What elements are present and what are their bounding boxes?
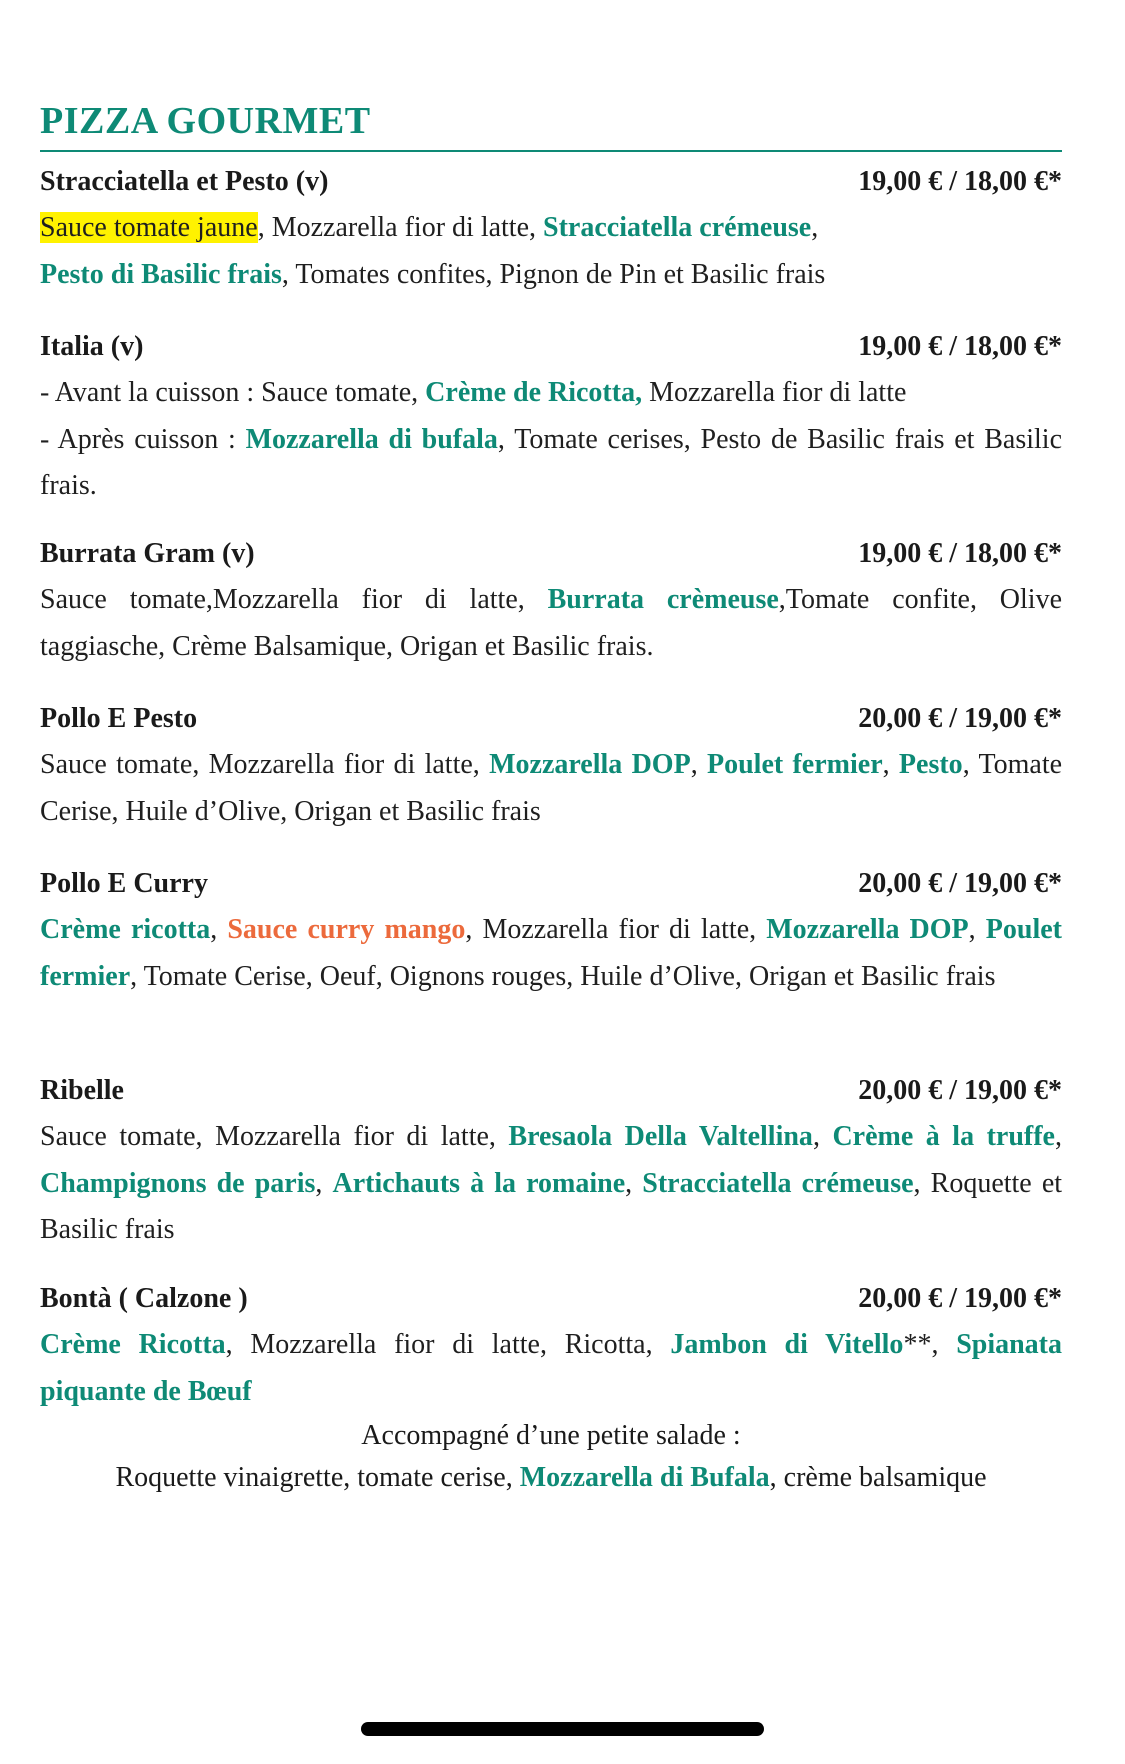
- ingredient-text: Sauce tomate,Mozzarella fior di latte,: [40, 584, 548, 615]
- menu-item-name: Burrata Gram (v): [40, 538, 255, 569]
- ingredient-text: , Tomate cerises, Pesto de Basilic frais et Basilic frais.: [40, 423, 1062, 501]
- menu-item-name: Stracciatella et Pesto (v): [40, 166, 329, 197]
- ingredient-text: , Tomate Cerise, Huile d’Olive, Origan et Basilic frais: [40, 749, 1063, 827]
- ingredient-text: ,: [690, 749, 707, 780]
- menu-item: [40, 860, 1062, 1000]
- highlighted-ingredient: Stracciatella crémeuse: [543, 212, 812, 243]
- highlighted-ingredient: Jambon di Vitello: [670, 1329, 904, 1360]
- ingredient-text: , Mozzarella fior di latte,: [465, 914, 767, 945]
- ingredient-text: ,Tomate confite, Olive taggiasche, Crème Balsamique, Origan et Basilic frais.: [40, 584, 1062, 662]
- ingredient-text: ,: [812, 1121, 833, 1152]
- menu-item-description: [40, 205, 1062, 298]
- ingredient-text: **,: [903, 1329, 957, 1360]
- highlighted-ingredient: Champignons de paris: [40, 1167, 316, 1199]
- ingredient-text: ,: [811, 212, 819, 243]
- menu-item: [40, 158, 1062, 298]
- menu-item-description: [40, 1114, 1062, 1254]
- menu-item-name: Pollo E Curry: [40, 868, 208, 899]
- menu-item-description: [40, 1322, 1062, 1415]
- highlighted-ingredient: Burrata crèmeuse: [547, 584, 779, 615]
- menu-item-name: Pollo E Pesto: [40, 703, 198, 734]
- ingredient-text: ,: [1055, 1121, 1062, 1152]
- menu-item-name: Italia (v): [40, 331, 144, 362]
- highlighted-ingredient: Mozzarella DOP: [489, 749, 691, 780]
- highlighted-ingredient: Pesto: [898, 749, 963, 780]
- menu-item-price: 19,00 € / 18,00 €*: [858, 538, 1062, 569]
- side-salad-note: Accompagné d’une petite salade :: [361, 1420, 741, 1451]
- highlighted-ingredient: Artichauts à la romaine: [332, 1167, 626, 1199]
- menu-item-description: [40, 907, 1062, 1000]
- home-indicator[interactable]: [361, 1722, 764, 1736]
- ingredient-text: Sauce tomate, Mozzarella fior di latte,: [40, 749, 490, 780]
- highlighted-ingredient: Crème à la truffe: [832, 1121, 1055, 1152]
- menu-item-name: Ribelle: [40, 1075, 124, 1106]
- ingredient-text: , crème balsamique: [769, 1462, 987, 1493]
- highlighted-ingredient: Bresaola Della Valtellina: [508, 1121, 813, 1152]
- ingredient-text: Roquette vinaigrette, tomate cerise,: [115, 1462, 520, 1493]
- menu-item-description: [40, 370, 1062, 510]
- menu-item: [40, 323, 1062, 510]
- highlighted-ingredient: Mozzarella DOP: [766, 914, 969, 945]
- menu-item-price: 20,00 € / 19,00 €*: [858, 1075, 1062, 1106]
- menu-item-header: [40, 530, 1062, 577]
- ingredient-text: , Mozzarella fior di latte, Ricotta,: [225, 1329, 671, 1360]
- menu-item: [40, 1275, 1062, 1499]
- ingredient-text: ,: [315, 1167, 333, 1199]
- menu-item-price: 20,00 € / 19,00 €*: [858, 868, 1062, 899]
- menu-item-header: [40, 1067, 1062, 1114]
- side-salad-ingredients: [40, 1457, 1062, 1499]
- menu-item-header: [40, 860, 1062, 907]
- highlighted-ingredient: Mozzarella di bufala: [245, 423, 498, 455]
- ingredient-text: ,: [210, 914, 228, 945]
- menu-item: [40, 530, 1062, 670]
- ingredient-text: , Tomates confites, Pignon de Pin et Basilic frais: [281, 258, 826, 290]
- ingredient-text: , Roquette et Basilic frais: [40, 1167, 1063, 1245]
- highlighted-ingredient: Poulet fermier: [40, 914, 1063, 992]
- ingredient-text: Mozzarella fior di latte: [642, 377, 907, 408]
- highlighted-ingredient: Poulet fermier: [706, 749, 883, 780]
- menu-item: [40, 1067, 1062, 1254]
- ingredient-text: - Avant la cuisson : Sauce tomate,: [40, 377, 426, 408]
- menu-item-price: 19,00 € / 18,00 €*: [858, 166, 1062, 197]
- spicy-ingredient: Sauce curry mango: [227, 914, 466, 945]
- menu-item-price: 20,00 € / 19,00 €*: [858, 1283, 1062, 1314]
- section-title: PIZZA GOURMET: [40, 100, 371, 142]
- highlighted-ingredient: Mozzarella di Bufala: [519, 1462, 770, 1493]
- menu-item-price: 19,00 € / 18,00 €*: [858, 331, 1062, 362]
- title-divider: [40, 150, 1062, 152]
- menu-item-header: [40, 695, 1062, 742]
- menu-item-price: 20,00 € / 19,00 €*: [858, 703, 1062, 734]
- menu-item-header: [40, 323, 1062, 370]
- ingredient-text: ,: [882, 749, 899, 780]
- menu-page: [40, 96, 1062, 152]
- highlighted-ingredient: Stracciatella crémeuse: [642, 1167, 914, 1199]
- marked-ingredient: Sauce tomate jaune: [40, 212, 258, 243]
- highlighted-ingredient: Crème ricotta: [40, 914, 211, 945]
- ingredient-text: , Tomate Cerise, Oeuf, Oignons rouges, Huile d’Olive, Origan et Basilic frais: [130, 960, 996, 992]
- menu-item-name: Bontà ( Calzone ): [40, 1283, 248, 1314]
- highlighted-ingredient: Spianata piquante de Bœuf: [40, 1329, 1063, 1407]
- menu-item-description: [40, 577, 1062, 670]
- menu-item-header: [40, 158, 1062, 205]
- menu-item-description: [40, 742, 1062, 835]
- highlighted-ingredient: Crème de Ricotta,: [425, 377, 643, 408]
- ingredient-text: - Après cuisson :: [40, 423, 246, 455]
- highlighted-ingredient: Crème Ricotta: [40, 1329, 226, 1360]
- menu-item: [40, 695, 1062, 835]
- ingredient-text: ,: [625, 1167, 643, 1199]
- ingredient-text: ,: [968, 914, 986, 945]
- ingredient-text: , Mozzarella fior di latte,: [257, 212, 544, 243]
- highlighted-ingredient: Pesto di Basilic frais: [40, 258, 282, 290]
- ingredient-text: Sauce tomate, Mozzarella fior di latte,: [40, 1121, 509, 1152]
- menu-item-header: [40, 1275, 1062, 1322]
